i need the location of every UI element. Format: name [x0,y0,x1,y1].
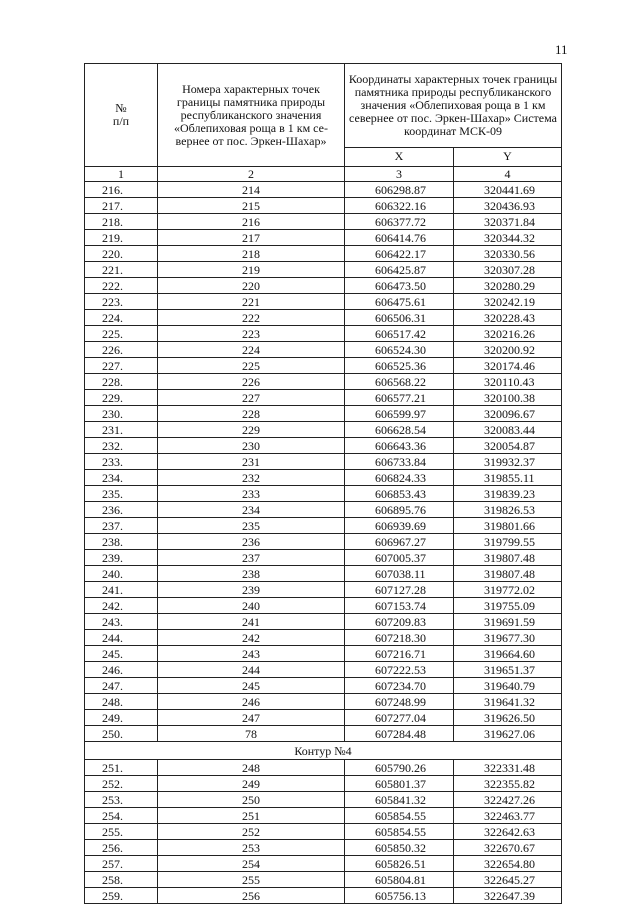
table-row [85,342,562,358]
row-number: 239. [85,550,158,566]
y-coordinate: 320100.38 [454,390,562,406]
row-number: 253. [85,792,158,808]
point-number: 227 [158,390,345,406]
row-number: 243. [85,614,158,630]
row-number: 259. [85,888,158,904]
table-row [85,358,562,374]
row-number: 223. [85,294,158,310]
x-coordinate: 606568.22 [345,374,454,390]
header-x: X [345,147,454,166]
column-number: 4 [454,167,562,182]
y-coordinate: 319755.09 [454,598,562,614]
x-coordinate: 605841.32 [345,792,454,808]
x-coordinate: 606853.43 [345,486,454,502]
contour-label: Контур №4 [85,742,562,760]
point-number: 242 [158,630,345,646]
row-number: 227. [85,358,158,374]
table-row [85,326,562,342]
row-number: 217. [85,198,158,214]
table-row [85,710,562,726]
table-row [85,614,562,630]
row-number: 220. [85,246,158,262]
point-number: 240 [158,598,345,614]
contour-row [85,742,562,760]
row-number: 251. [85,760,158,776]
point-number: 232 [158,470,345,486]
table-row [85,278,562,294]
point-number: 214 [158,182,345,198]
point-number: 223 [158,326,345,342]
table-row [85,214,562,230]
x-coordinate: 606525.36 [345,358,454,374]
x-coordinate: 606824.33 [345,470,454,486]
page-number: 11 [555,42,568,57]
y-coordinate: 322355.82 [454,776,562,792]
x-coordinate: 606298.87 [345,182,454,198]
row-number: 240. [85,566,158,582]
y-coordinate: 319772.02 [454,582,562,598]
table-row [85,518,562,534]
point-number: 250 [158,792,345,808]
x-coordinate: 607153.74 [345,598,454,614]
row-number: 245. [85,646,158,662]
point-number: 255 [158,872,345,888]
y-coordinate: 322670.67 [454,840,562,856]
point-number: 246 [158,694,345,710]
point-number: 244 [158,662,345,678]
y-coordinate: 319839.23 [454,486,562,502]
table-row [85,694,562,710]
row-number: 249. [85,710,158,726]
row-number: 233. [85,454,158,470]
y-coordinate: 322463.77 [454,808,562,824]
table-row [85,726,562,742]
point-number: 230 [158,438,345,454]
table-row [85,678,562,694]
row-number: 242. [85,598,158,614]
column-number: 1 [85,167,158,182]
y-coordinate: 319641.32 [454,694,562,710]
row-number: 254. [85,808,158,824]
point-number: 228 [158,406,345,422]
row-number: 224. [85,310,158,326]
point-number: 219 [158,262,345,278]
row-number: 258. [85,872,158,888]
x-coordinate: 605826.51 [345,856,454,872]
header-num: № п/п [85,64,158,167]
point-number: 249 [158,776,345,792]
row-number: 238. [85,534,158,550]
x-coordinate: 605854.55 [345,824,454,840]
point-number: 234 [158,502,345,518]
table-row [85,792,562,808]
x-coordinate: 605804.81 [345,872,454,888]
y-coordinate: 320083.44 [454,422,562,438]
table-row [85,534,562,550]
point-number: 256 [158,888,345,904]
y-coordinate: 320307.28 [454,262,562,278]
y-coordinate: 320371.84 [454,214,562,230]
row-number: 244. [85,630,158,646]
table-row [85,246,562,262]
table-row [85,454,562,470]
table-row [85,760,562,776]
table-row [85,182,562,198]
table-row [85,646,562,662]
table-row [85,630,562,646]
y-coordinate: 319640.79 [454,678,562,694]
table-row [85,486,562,502]
y-coordinate: 319677.30 [454,630,562,646]
point-number: 235 [158,518,345,534]
x-coordinate: 607277.04 [345,710,454,726]
x-coordinate: 605801.37 [345,776,454,792]
row-number: 256. [85,840,158,856]
table-row [85,888,562,904]
point-number: 222 [158,310,345,326]
table-row [85,470,562,486]
point-number: 243 [158,646,345,662]
y-coordinate: 320344.32 [454,230,562,246]
point-number: 216 [158,214,345,230]
row-number: 226. [85,342,158,358]
point-number: 238 [158,566,345,582]
x-coordinate: 607222.53 [345,662,454,678]
x-coordinate: 606322.16 [345,198,454,214]
x-coordinate: 606475.61 [345,294,454,310]
x-coordinate: 606517.42 [345,326,454,342]
table-row [85,198,562,214]
y-coordinate: 320216.26 [454,326,562,342]
row-number: 229. [85,390,158,406]
y-coordinate: 320242.19 [454,294,562,310]
x-coordinate: 606643.36 [345,438,454,454]
row-number: 221. [85,262,158,278]
row-number: 252. [85,776,158,792]
y-coordinate: 319801.66 [454,518,562,534]
y-coordinate: 320441.69 [454,182,562,198]
table-row [85,582,562,598]
x-coordinate: 607284.48 [345,726,454,742]
table-row [85,598,562,614]
table-row [85,502,562,518]
y-coordinate: 319664.60 [454,646,562,662]
x-coordinate: 607216.71 [345,646,454,662]
y-coordinate: 320054.87 [454,438,562,454]
y-coordinate: 319807.48 [454,550,562,566]
x-coordinate: 606506.31 [345,310,454,326]
x-coordinate: 607209.83 [345,614,454,630]
point-number: 229 [158,422,345,438]
row-number: 237. [85,518,158,534]
row-number: 232. [85,438,158,454]
point-number: 225 [158,358,345,374]
table-row [85,550,562,566]
y-coordinate: 322427.26 [454,792,562,808]
point-number: 218 [158,246,345,262]
y-coordinate: 320280.29 [454,278,562,294]
x-coordinate: 606733.84 [345,454,454,470]
row-number: 218. [85,214,158,230]
row-number: 235. [85,486,158,502]
x-coordinate: 606524.30 [345,342,454,358]
point-number: 231 [158,454,345,470]
table-row [85,438,562,454]
table-row [85,856,562,872]
x-coordinate: 606895.76 [345,502,454,518]
x-coordinate: 606473.50 [345,278,454,294]
row-number: 246. [85,662,158,678]
x-coordinate: 606939.69 [345,518,454,534]
row-number: 234. [85,470,158,486]
x-coordinate: 606577.21 [345,390,454,406]
row-number: 216. [85,182,158,198]
point-number: 239 [158,582,345,598]
point-number: 217 [158,230,345,246]
coordinates-table [84,63,562,904]
table-row [85,422,562,438]
row-number: 241. [85,582,158,598]
row-number: 248. [85,694,158,710]
x-coordinate: 607248.99 [345,694,454,710]
row-number: 231. [85,422,158,438]
point-number: 226 [158,374,345,390]
y-coordinate: 322654.80 [454,856,562,872]
x-coordinate: 605854.55 [345,808,454,824]
y-coordinate: 322642.63 [454,824,562,840]
x-coordinate: 607127.28 [345,582,454,598]
x-coordinate: 605756.13 [345,888,454,904]
row-number: 247. [85,678,158,694]
y-coordinate: 320330.56 [454,246,562,262]
x-coordinate: 606628.54 [345,422,454,438]
row-number: 257. [85,856,158,872]
y-coordinate: 320110.43 [454,374,562,390]
y-coordinate: 319932.37 [454,454,562,470]
x-coordinate: 606967.27 [345,534,454,550]
x-coordinate: 606422.17 [345,246,454,262]
table-row [85,390,562,406]
table-row [85,662,562,678]
x-coordinate: 606377.72 [345,214,454,230]
row-number: 250. [85,726,158,742]
table-row [85,310,562,326]
y-coordinate: 322645.27 [454,872,562,888]
table-row [85,294,562,310]
x-coordinate: 607005.37 [345,550,454,566]
row-number: 255. [85,824,158,840]
y-coordinate: 319799.55 [454,534,562,550]
point-number: 237 [158,550,345,566]
table-row [85,824,562,840]
point-number: 241 [158,614,345,630]
y-coordinate: 320436.93 [454,198,562,214]
point-number: 220 [158,278,345,294]
point-number: 215 [158,198,345,214]
x-coordinate: 607218.30 [345,630,454,646]
point-number: 254 [158,856,345,872]
y-coordinate: 319651.37 [454,662,562,678]
row-number: 225. [85,326,158,342]
point-number: 221 [158,294,345,310]
y-coordinate: 320096.67 [454,406,562,422]
y-coordinate: 322647.39 [454,888,562,904]
x-coordinate: 607038.11 [345,566,454,582]
row-number: 228. [85,374,158,390]
point-number: 251 [158,808,345,824]
y-coordinate: 320200.92 [454,342,562,358]
table-row [85,230,562,246]
row-number: 222. [85,278,158,294]
point-number: 245 [158,678,345,694]
point-number: 252 [158,824,345,840]
x-coordinate: 605790.26 [345,760,454,776]
column-number: 3 [345,167,454,182]
y-coordinate: 319626.50 [454,710,562,726]
table-row [85,406,562,422]
point-number: 236 [158,534,345,550]
x-coordinate: 605850.32 [345,840,454,856]
point-number: 78 [158,726,345,742]
y-coordinate: 319855.11 [454,470,562,486]
x-coordinate: 606414.76 [345,230,454,246]
y-coordinate: 319807.48 [454,566,562,582]
point-number: 224 [158,342,345,358]
point-number: 248 [158,760,345,776]
header-coords: Координаты характерных точек границы памятника природы республиканского значения «Облепиховая роща в 1 км севернее от пос. Эркен-Шахар» Система координат МСК-09 [345,64,562,148]
header-points: Номера характерных точек границы памятника природы республиканского значения «Облепиховая роща в 1 км се-вернее от пос. Эркен-Шахар» [158,64,345,167]
point-number: 233 [158,486,345,502]
x-coordinate: 606599.97 [345,406,454,422]
y-coordinate: 319691.59 [454,614,562,630]
header-y: Y [454,147,562,166]
point-number: 253 [158,840,345,856]
row-number: 230. [85,406,158,422]
table-row [85,776,562,792]
table-row [85,808,562,824]
row-number: 219. [85,230,158,246]
row-number: 236. [85,502,158,518]
y-coordinate: 319627.06 [454,726,562,742]
table-row [85,840,562,856]
y-coordinate: 320174.46 [454,358,562,374]
table-row [85,374,562,390]
table-row [85,262,562,278]
table-row [85,872,562,888]
y-coordinate: 322331.48 [454,760,562,776]
table-row [85,566,562,582]
column-numbers-row [85,167,562,182]
column-number: 2 [158,167,345,182]
y-coordinate: 319826.53 [454,502,562,518]
x-coordinate: 606425.87 [345,262,454,278]
y-coordinate: 320228.43 [454,310,562,326]
x-coordinate: 607234.70 [345,678,454,694]
point-number: 247 [158,710,345,726]
